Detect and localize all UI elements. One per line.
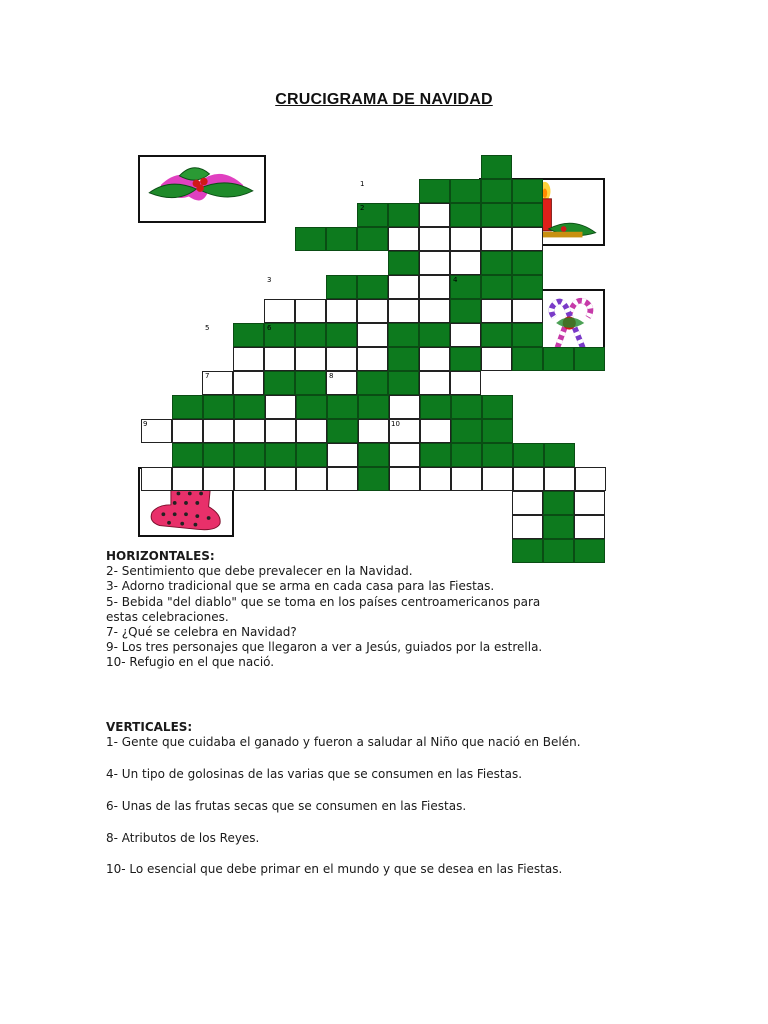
answer-cell[interactable]: [481, 347, 512, 371]
green-cell: [482, 443, 513, 467]
answer-cell[interactable]: [512, 299, 543, 323]
answer-cell[interactable]: [389, 443, 420, 467]
green-cell: [451, 395, 482, 419]
answer-cell[interactable]: [419, 347, 450, 371]
clue-number: 8: [329, 372, 334, 380]
answer-cell[interactable]: [203, 467, 234, 491]
clue-number: 4: [453, 276, 458, 284]
answer-cell[interactable]: [419, 275, 450, 299]
green-cell: [419, 179, 450, 203]
answer-cell[interactable]: [141, 467, 172, 491]
green-cell: [358, 467, 389, 491]
answer-cell[interactable]: [450, 371, 481, 395]
green-cell: [357, 275, 388, 299]
answer-cell[interactable]: [419, 251, 450, 275]
green-cell: [481, 179, 512, 203]
answer-cell[interactable]: [575, 467, 606, 491]
green-cell: [512, 179, 543, 203]
horizontal-clue: 7- ¿Qué se celebra en Navidad?: [106, 625, 297, 640]
answer-cell[interactable]: [389, 467, 420, 491]
answer-cell[interactable]: [234, 419, 265, 443]
green-cell: [264, 371, 295, 395]
clue-number: 7: [205, 372, 210, 380]
answer-cell[interactable]: [513, 467, 544, 491]
green-cell: [574, 539, 605, 563]
answer-cell[interactable]: [419, 299, 450, 323]
green-cell: [265, 443, 296, 467]
green-cell: [327, 395, 358, 419]
green-cell: [481, 323, 512, 347]
answer-cell[interactable]: [264, 299, 295, 323]
green-cell: [512, 347, 543, 371]
green-cell: [482, 395, 513, 419]
answer-cell[interactable]: [419, 203, 450, 227]
green-cell: [512, 323, 543, 347]
green-cell: [481, 275, 512, 299]
answer-cell[interactable]: [388, 275, 419, 299]
answer-cell[interactable]: [419, 371, 450, 395]
green-cell: [544, 443, 575, 467]
answer-cell[interactable]: [512, 515, 543, 539]
answer-cell[interactable]: [574, 515, 605, 539]
answer-cell[interactable]: [265, 395, 296, 419]
green-cell: [420, 395, 451, 419]
answer-cell[interactable]: [451, 467, 482, 491]
green-cell: [233, 323, 264, 347]
answer-cell[interactable]: [172, 419, 203, 443]
green-cell: [512, 203, 543, 227]
green-cell: [296, 395, 327, 419]
green-cell: [388, 203, 419, 227]
green-cell: [296, 443, 327, 467]
answer-cell[interactable]: [326, 299, 357, 323]
vertical-clue: 10- Lo esencial que debe primar en el mundo y que se desea en las Fiestas.: [106, 862, 563, 877]
answer-cell[interactable]: [420, 419, 451, 443]
poinsettia-icon: [140, 157, 264, 221]
green-cell: [388, 371, 419, 395]
green-cell: [450, 347, 481, 371]
answer-cell[interactable]: [295, 347, 326, 371]
horizontal-clues: [106, 549, 546, 671]
green-cell: [234, 395, 265, 419]
green-cell: [451, 443, 482, 467]
answer-cell[interactable]: [264, 347, 295, 371]
answer-cell[interactable]: [419, 227, 450, 251]
answer-cell[interactable]: [326, 347, 357, 371]
green-cell: [295, 371, 326, 395]
clue-number: 2: [360, 204, 365, 212]
green-cell: [450, 203, 481, 227]
answer-cell[interactable]: [295, 299, 326, 323]
green-cell: [358, 395, 389, 419]
green-cell: [388, 251, 419, 275]
green-cell: [326, 323, 357, 347]
answer-cell[interactable]: [327, 467, 358, 491]
answer-cell[interactable]: [389, 395, 420, 419]
green-cell: [543, 347, 574, 371]
answer-cell[interactable]: [420, 467, 451, 491]
answer-cell[interactable]: [450, 323, 481, 347]
green-cell: [388, 347, 419, 371]
vertical-heading: VERTICALES:: [106, 720, 193, 734]
answer-cell[interactable]: [388, 227, 419, 251]
horizontal-heading: HORIZONTALES:: [106, 549, 215, 563]
poinsettia-picture: [138, 155, 266, 223]
clue-number: 1: [360, 180, 365, 188]
green-cell: [451, 419, 482, 443]
green-cell: [357, 227, 388, 251]
answer-cell[interactable]: [233, 347, 264, 371]
vertical-clue: 6- Unas de las frutas secas que se consumen en las Fiestas.: [106, 798, 467, 813]
answer-cell[interactable]: [357, 299, 388, 323]
green-cell: [327, 419, 358, 443]
green-cell: [203, 395, 234, 419]
green-cell: [481, 251, 512, 275]
green-cell: [172, 443, 203, 467]
answer-cell[interactable]: [544, 467, 575, 491]
answer-cell[interactable]: [234, 467, 265, 491]
answer-cell[interactable]: [233, 371, 264, 395]
green-cell: [481, 155, 512, 179]
answer-cell[interactable]: [357, 323, 388, 347]
horizontal-clue: 9- Los tres personajes que llegaron a ver a Jesús, guiados por la estrella.: [106, 640, 543, 655]
answer-cell[interactable]: [574, 491, 605, 515]
green-cell: [543, 515, 574, 539]
answer-cell[interactable]: [388, 299, 419, 323]
green-cell: [513, 443, 544, 467]
clue-number: 9: [143, 420, 148, 428]
answer-cell[interactable]: [265, 467, 296, 491]
green-cell: [234, 443, 265, 467]
answer-cell[interactable]: [450, 251, 481, 275]
green-cell: [295, 227, 326, 251]
answer-cell[interactable]: [203, 419, 234, 443]
green-cell: [172, 395, 203, 419]
green-cell: [358, 443, 389, 467]
green-cell: [481, 203, 512, 227]
green-cell: [326, 275, 357, 299]
page-title: CRUCIGRAMA DE NAVIDAD: [275, 91, 493, 108]
horizontal-clue: 2- Sentimiento que debe prevalecer en la Navidad.: [106, 564, 413, 579]
vertical-clue: 8- Atributos de los Reyes.: [106, 830, 260, 845]
answer-cell[interactable]: [481, 227, 512, 251]
green-cell: [419, 323, 450, 347]
green-cell: [482, 419, 513, 443]
candy-cane-icon: [543, 291, 603, 355]
clue-number: 5: [205, 324, 210, 332]
vertical-clue: 1- Gente que cuidaba el ganado y fueron a saludar al Niño que nació en Belén.: [106, 735, 581, 750]
answer-cell[interactable]: [450, 227, 481, 251]
green-cell: [543, 491, 574, 515]
vertical-clue: 4- Un tipo de golosinas de las varias que se consumen en las Fiestas.: [106, 767, 523, 781]
answer-cell[interactable]: [481, 299, 512, 323]
green-cell: [574, 347, 605, 371]
green-cell: [357, 371, 388, 395]
green-cell: [295, 323, 326, 347]
answer-cell[interactable]: [358, 419, 389, 443]
answer-cell[interactable]: [512, 491, 543, 515]
answer-cell[interactable]: [265, 419, 296, 443]
green-cell: [450, 299, 481, 323]
horizontal-clue: 10- Refugio en el que nació.: [106, 655, 275, 670]
clue-number: 6: [267, 324, 272, 332]
green-cell: [512, 251, 543, 275]
horizontal-clue: 5- Bebida "del diablo" que se toma en los países centroamericanos para estas celebraciones.: [106, 594, 541, 624]
green-cell: [420, 443, 451, 467]
answer-cell[interactable]: [172, 467, 203, 491]
vertical-clues: [106, 720, 626, 894]
green-cell: [326, 227, 357, 251]
green-cell: [388, 323, 419, 347]
answer-cell[interactable]: [357, 347, 388, 371]
green-cell: [450, 179, 481, 203]
green-cell: [543, 539, 574, 563]
clue-number: 3: [267, 276, 272, 284]
clue-number: 10: [391, 420, 400, 428]
green-cell: [512, 275, 543, 299]
answer-cell[interactable]: [296, 467, 327, 491]
answer-cell[interactable]: [327, 443, 358, 467]
answer-cell[interactable]: [482, 467, 513, 491]
green-cell: [203, 443, 234, 467]
answer-cell[interactable]: [296, 419, 327, 443]
horizontal-clue: 3- Adorno tradicional que se arma en cada casa para las Fiestas.: [106, 579, 495, 594]
answer-cell[interactable]: [512, 227, 543, 251]
